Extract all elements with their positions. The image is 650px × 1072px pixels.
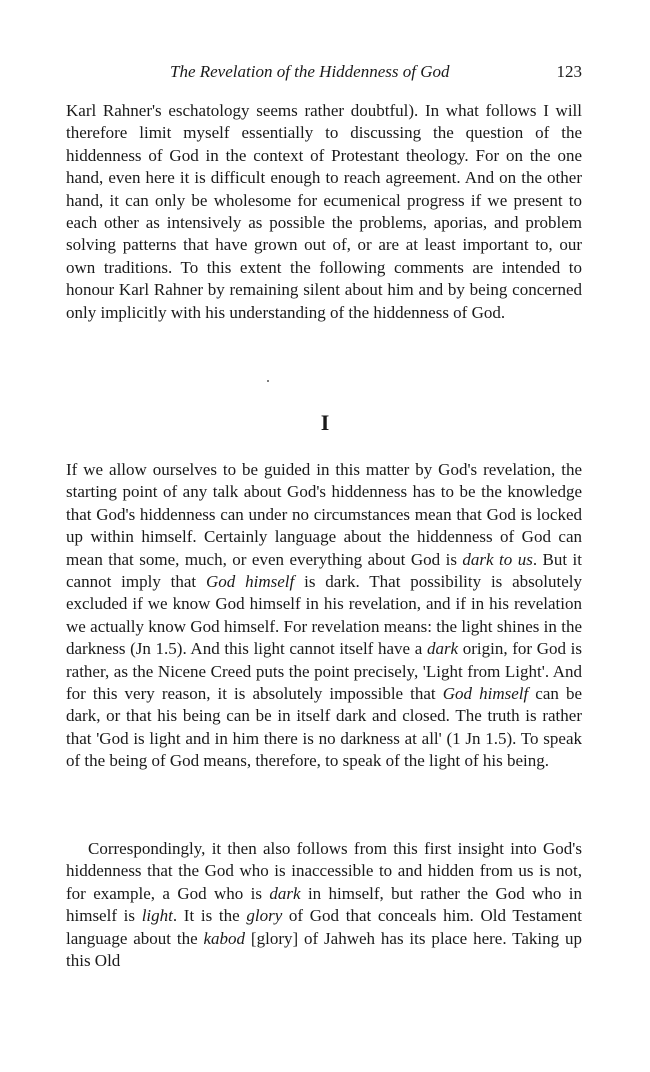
text-run: [glory] of Jahweh has its place here. Taking up this Old: [66, 928, 582, 971]
section-heading: I: [320, 410, 330, 435]
emphasis: God himself: [442, 684, 529, 704]
text-run: of God that conceals him. Old Testament language about the: [66, 906, 582, 948]
paragraph-continuation: Karl Rahner's eschatology seems rather doubtful). In what follows I will therefore limit myself essentially to discussing the question of the hiddenness of God in the context of Protestant theology. For on the one hand, even here it is difficult enough to reach agreement. And on the other hand, it can only be wholesome for ecumenical progress if we present to each other as intensively as possible the problems, aporias, and problem solving patterns that have grown out of, or are at least important to, our own traditions. To this extent the following comments are intended to honour Karl Rahner by remaining silent about him and by being concerned only implicitly with his understanding of the hiddenness of God.: [66, 101, 582, 322]
text-run: in himself, but rather the God who in himself is: [66, 883, 582, 926]
emphasis: dark: [269, 883, 301, 903]
text-run: Correspondingly, it then also follows from this first insight into God's hiddenness that the God who is inaccessible to and hidden from us is not, for example, a God who is: [66, 839, 582, 903]
text-run: . But it cannot imply that: [66, 549, 583, 592]
emphasis: dark: [426, 639, 459, 659]
text-run: . It is the: [172, 906, 247, 926]
text-run: can be dark, or that his being can be in itself dark and closed. The truth is rather that 'God is light and in him there is no darkness at all' (1 Jn 1.5). To speak of the being of God means, therefore, to speak of the light of his being.: [66, 684, 582, 771]
running-header: [66, 62, 582, 88]
text-run: If we allow ourselves to be guided in this matter by God's revelation, the starting point of any talk about God's hiddenness has to be the knowledge that God's hiddenness can under no circumstances mean that God is locked up within himself. Certainly language about the hiddenness of God can mean that some, much, or even everything about God is: [66, 460, 582, 569]
paragraph-correspondingly: [66, 838, 582, 972]
text-run: origin, for God is rather, as the Nicene Creed puts the point precisely, 'Light from Light'. And for this very reason, it is absolutely impossible that: [66, 639, 583, 704]
running-title: The Revelation of the Hiddenness of God: [170, 62, 450, 81]
page-number: 123: [556, 62, 582, 81]
emphasis: light: [141, 906, 173, 926]
print-speck: [267, 380, 269, 382]
emphasis: God himself: [206, 572, 295, 592]
text-run: is dark. That possibility is absolutely excluded if we know God himself in his revelation, and if in his revelation we actually know God himself. For revelation means: the light shines in the darkness (Jn 1.5). And this light cannot itself have a: [66, 572, 583, 659]
emphasis: kabod: [203, 928, 246, 948]
emphasis: dark to us: [462, 549, 533, 569]
paragraph-revelation: [66, 459, 582, 773]
emphasis: glory: [246, 906, 283, 926]
